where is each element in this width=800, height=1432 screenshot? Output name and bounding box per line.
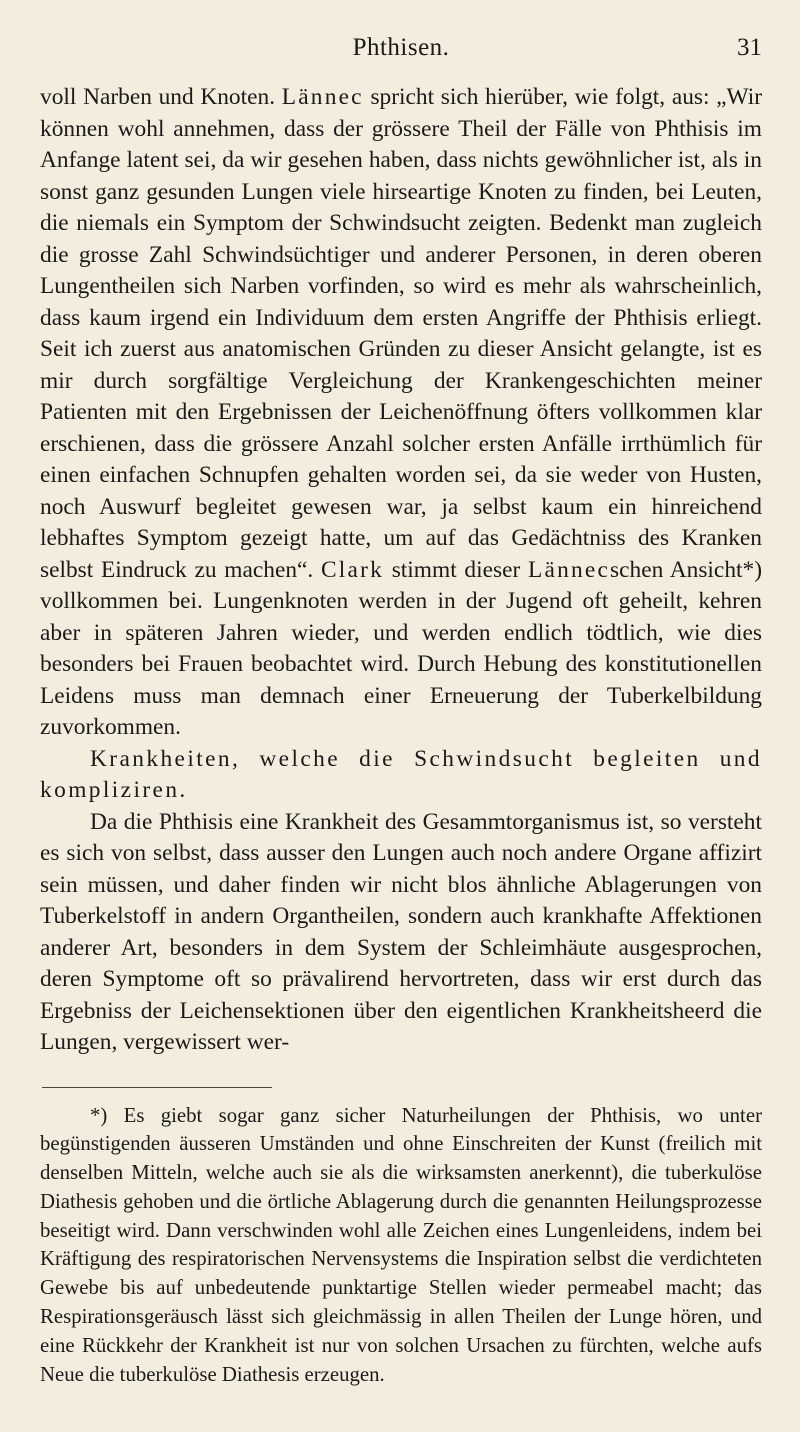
paragraph-2: Da die Phthisis eine Krankheit des Gesammtorganismus ist, so versteht es sich von selbst, dass ausser den Lungen auch noch andere Organe affizirt sein müssen, und daher finden wir nicht blos ähnliche Ablagerungen von Tuberkelstoff in andern Organtheilen, sondern auch krankhafte Affektionen anderer Art, besonders in dem System der Schleimhäute ausgesprochen, deren Symptome oft so prävalirend hervortreten, dass wir erst durch das Ergebniss der Leichensektionen über den eigentlichen Krankheitsheerd die Lungen, vergewissert wer- bbox=[40, 808, 762, 1055]
author-name-lannec-2: Lännec bbox=[528, 556, 611, 583]
page-header bbox=[40, 28, 762, 68]
paragraph-1-part-b: spricht sich hierüber, wie folgt, aus: „Wir können wohl annehmen, dass der grössere Theil der Fälle von Phthisis im Anfange latent sei, da wir gesehen haben, dass nichts gewöhnlicher ist, als in sonst ganz gesunden Lungen viele hirseartige Knoten zu finden, bei Leuten, die niemals ein Symptom der Schwindsucht zeigten. Bedenkt man zugleich die grosse Zahl Schwindsüchtiger und anderer Personen, in deren oberen Lungentheilen sich Narben vorfinden, so wird es mehr als wahrscheinlich, dass kaum irgend ein Individuum dem ersten Angriffe der Phthisis erliegt. Seit ich zuerst aus anatomischen Gründen zu dieser Ansicht gelangte, ist es mir durch sorgfältige Vergleichung der Krankengeschichten meiner Patienten mit den Ergebnissen der Leichenöffnung öfters vollkommen klar erschienen, dass die grössere Anzahl solcher ersten Anfälle irrthümlich für einen einfachen Schnupfen gehalten worden sei, da sie weder von Husten, noch Auswurf begleitet gewesen war, ja selbst kaum ein hinreichend lebhaftes Symptom gezeigt hatte, um auf das Gedächtniss des Kranken selbst Eindruck zu machen“. bbox=[40, 84, 762, 583]
footnote-divider bbox=[42, 1087, 272, 1088]
paragraph-1-part-a: voll Narben und Knoten. bbox=[40, 84, 282, 110]
page-number: 31 bbox=[737, 34, 762, 61]
section-heading: Krankheiten, welche die Schwindsucht begleiten und kompliziren. bbox=[40, 745, 762, 803]
author-name-clark: Clark bbox=[321, 556, 384, 583]
paragraph-1-part-c: stimmt dieser bbox=[383, 556, 529, 583]
main-text bbox=[40, 82, 762, 1059]
footnote: *) Es giebt sogar ganz sicher Naturheilungen der Phthisis, wo unter begünstigenden äusseren Umständen und ohne Einschreiten der Kunst (freilich mit denselben Mitteln, welche auch sie als die wirksamsten anerkennt), die tuberkulöse Diathesis gehoben und die örtliche Ablagerung durch die genannten Heilungsprozesse beseitigt wird. Dann verschwinden wohl alle Zeichen eines Lungenleidens, indem bei Kräftigung des respiratorischen Nervensystems die Inspiration selbst die verdichteten Gewebe bis auf unbedeutende punktartige Stellen wieder permeabel macht; das Respirationsgeräusch lässt sich gleichmässig in allen Theilen der Lunge hören, und eine Rückkehr der Krankheit ist nur von solchen Ursachen zu fürchten, welche aufs Neue die tuberkulöse Diathesis erzeugen. bbox=[40, 1103, 762, 1386]
running-title: Phthisen. bbox=[352, 34, 450, 61]
author-name-lannec: Lännec bbox=[281, 84, 364, 110]
paragraph-1-part-d: schen Ansicht*) vollkommen bei. Lungenknoten werden in der Jugend oft geheilt, kehren aber in späteren Jahren wieder, und werden endlich tödtlich, wie dies besonders bei Frauen beobachtet wird. Durch Hebung des konstitutionellen Leidens muss man demnach einer Erneuerung der Tuberkelbildung zuvorkommen. bbox=[40, 556, 762, 740]
paragraph-1 bbox=[40, 82, 762, 744]
